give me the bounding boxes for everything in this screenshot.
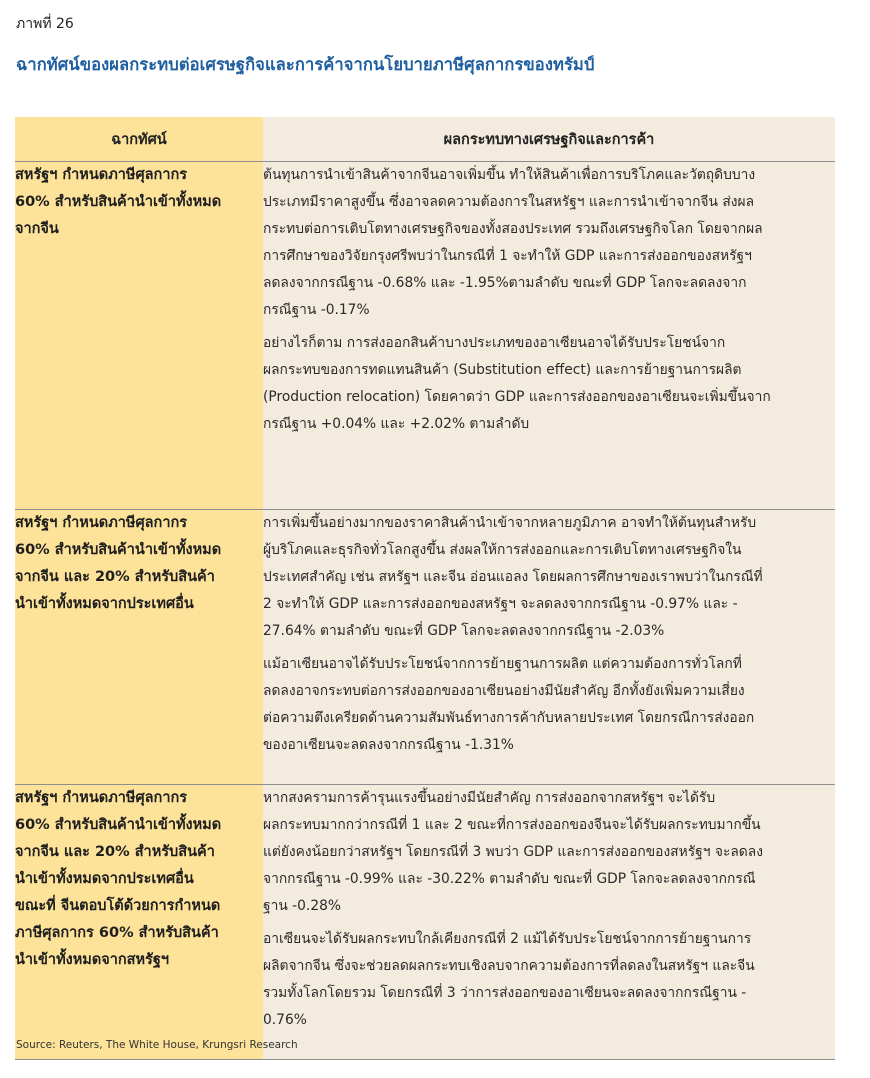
impact-paragraph [263,785,835,920]
scenario-line: จากจีน [15,221,59,237]
impact-line: (Production relocation) โดยคาดว่า GDP และการส่งออกของอาเซียนจะเพิ่มขึ้นจาก [263,389,771,405]
scenario-cell [15,162,263,510]
scenario-line: นำเข้าทั้งหมดจากสหรัฐฯ [15,952,169,968]
impact-line: กระทบต่อการเติบโตทางเศรษฐกิจของทั้งสองประเทศ รวมถึงเศรษฐกิจโลก โดยจากผล [263,221,763,237]
impact-line: หากสงครามการค้ารุนแรงขึ้นอย่างมีนัยสำคัญ การส่งออกจากสหรัฐฯ จะได้รับ [263,790,716,806]
impact-line: ของอาเซียนจะลดลงจากกรณีฐาน -1.31% [263,737,514,753]
impact-cell [263,785,835,1060]
scenario-table [15,117,835,1060]
scenario-line: 60% สำหรับสินค้านำเข้าทั้งหมด [15,542,222,558]
impact-line: การศึกษาของวิจัยกรุงศรีพบว่าในกรณีที่ 1 จะทำให้ GDP และการส่งออกของสหรัฐฯ [263,248,752,264]
scenario-line: 60% สำหรับสินค้านำเข้าทั้งหมด [15,194,222,210]
scenario-line: นำเข้าทั้งหมดจากประเทศอื่น [15,871,194,887]
header-impact: ผลกระทบทางเศรษฐกิจและการค้า [263,117,835,162]
scenario-line: สหรัฐฯ กำหนดภาษีศุลกากร [15,790,188,806]
scenario-cell [15,510,263,785]
impact-cell [263,162,835,510]
impact-line: อย่างไรก็ตาม การส่งออกสินค้าบางประเภทของอาเซียนอาจได้รับประโยชน์จาก [263,335,726,351]
impact-line: ฐาน -0.28% [263,898,341,914]
table-row [15,162,835,510]
impact-line: กรณีฐาน -0.17% [263,302,370,318]
figure-number: ภาพที่ 26 [16,16,74,32]
impact-line: จากกรณีฐาน -0.99% และ -30.22% ตามลำดับ ขณะที่ GDP โลกจะลดลงจากกรณี [263,871,756,887]
impact-line: ประเภทมีราคาสูงขึ้น ซึ่งอาจลดความต้องการในสหรัฐฯ และการนำเข้าจากจีน ส่งผล [263,194,755,210]
scenario-line: สหรัฐฯ กำหนดภาษีศุลกากร [15,167,188,183]
impact-line: แม้อาเซียนอาจได้รับประโยชน์จากการย้ายฐานการผลิต แต่ความต้องการทั่วโลกที่ [263,656,742,672]
table-header-row [15,117,835,162]
impact-line: 2 จะทำให้ GDP และการส่งออกของสหรัฐฯ จะลดลงจากกรณีฐาน -0.97% และ - [263,596,738,612]
impact-paragraph [263,162,835,324]
scenario-line: นำเข้าทั้งหมดจากประเทศอื่น [15,596,194,612]
impact-line: การเพิ่มขึ้นอย่างมากของราคาสินค้านำเข้าจากหลายภูมิภาค อาจทำให้ต้นทุนสำหรับ [263,515,757,531]
scenario-line: จากจีน และ 20% สำหรับสินค้า [15,844,215,860]
header-scenario: ฉากทัศน์ [15,117,263,162]
impact-line: ลดลงจากกรณีฐาน -0.68% และ -1.95%ตามลำดับ ขณะที่ GDP โลกจะลดลงจาก [263,275,747,291]
table-row [15,510,835,785]
scenario-line: จากจีน และ 20% สำหรับสินค้า [15,569,215,585]
impact-line: 0.76% [263,1012,307,1028]
impact-paragraph [263,926,835,1034]
impact-paragraph [263,651,835,759]
impact-line: ลดลงอาจกระทบต่อการส่งออกของอาเซียนอย่างมีนัยสำคัญ อีกทั้งยังเพิ่มความเสี่ยง [263,683,745,699]
impact-line: ต่อความตึงเครียดด้านความสัมพันธ์ทางการค้ากับหลายประเทศ โดยกรณีการส่งออก [263,710,755,726]
scenario-line: 60% สำหรับสินค้านำเข้าทั้งหมด [15,817,222,833]
impact-line: 27.64% ตามลำดับ ขณะที่ GDP โลกจะลดลงจากกรณีฐาน -2.03% [263,623,665,639]
source-note: Source: Reuters, The White House, Krungsri Research [16,1039,298,1051]
impact-line: ผู้บริโภคและธุรกิจทั่วโลกสูงขึ้น ส่งผลให้การส่งออกและการเติบโตทางเศรษฐกิจใน [263,542,742,558]
table-row [15,785,835,1060]
scenario-line: สหรัฐฯ กำหนดภาษีศุลกากร [15,515,188,531]
impact-line: อาเซียนจะได้รับผลกระทบใกล้เคียงกรณีที่ 2 แม้ได้รับประโยชน์จากการย้ายฐานการ [263,931,752,947]
impact-line: รวมทั้งโลกโดยรวม โดยกรณีที่ 3 ว่าการส่งออกของอาเซียนจะลดลงจากกรณีฐาน - [263,985,747,1001]
impact-line: ต้นทุนการนำเข้าสินค้าจากจีนอาจเพิ่มขึ้น ทำให้สินค้าเพื่อการบริโภคและวัตถุดิบบาง [263,167,756,183]
impact-line: ผลกระทบมากกว่ากรณีที่ 1 และ 2 ขณะที่การส่งออกของจีนจะได้รับผลกระทบมากขึ้น [263,817,761,833]
impact-line: ประเทศสำคัญ เช่น สหรัฐฯ และจีน อ่อนแอลง โดยผลการศึกษาของเราพบว่าในกรณีที่ [263,569,763,585]
impact-paragraph [263,330,835,438]
scenario-line: ภาษีศุลกากร 60% สำหรับสินค้า [15,925,219,941]
impact-line: ผลิตจากจีน ซึ่งจะช่วยลดผลกระทบเชิงลบจากความต้องการที่ลดลงในสหรัฐฯ และจีน [263,958,755,974]
impact-line: กรณีฐาน +0.04% และ +2.02% ตามลำดับ [263,416,530,432]
scenario-cell [15,785,263,1060]
scenario-line: ขณะที่ จีนตอบโต้ด้วยการกำหนด [15,898,221,914]
impact-paragraph [263,510,835,645]
impact-cell [263,510,835,785]
impact-line: ผลกระทบของการทดแทนสินค้า (Substitution effect) และการย้ายฐานการผลิต [263,362,742,378]
figure-title: ฉากทัศน์ของผลกระทบต่อเศรษฐกิจและการค้าจากนโยบายภาษีศุลกากรของทรัมป์ [16,55,595,74]
impact-line: แต่ยังคงน้อยกว่าสหรัฐฯ โดยกรณีที่ 3 พบว่า GDP และการส่งออกของสหรัฐฯ จะลดลง [263,844,763,860]
